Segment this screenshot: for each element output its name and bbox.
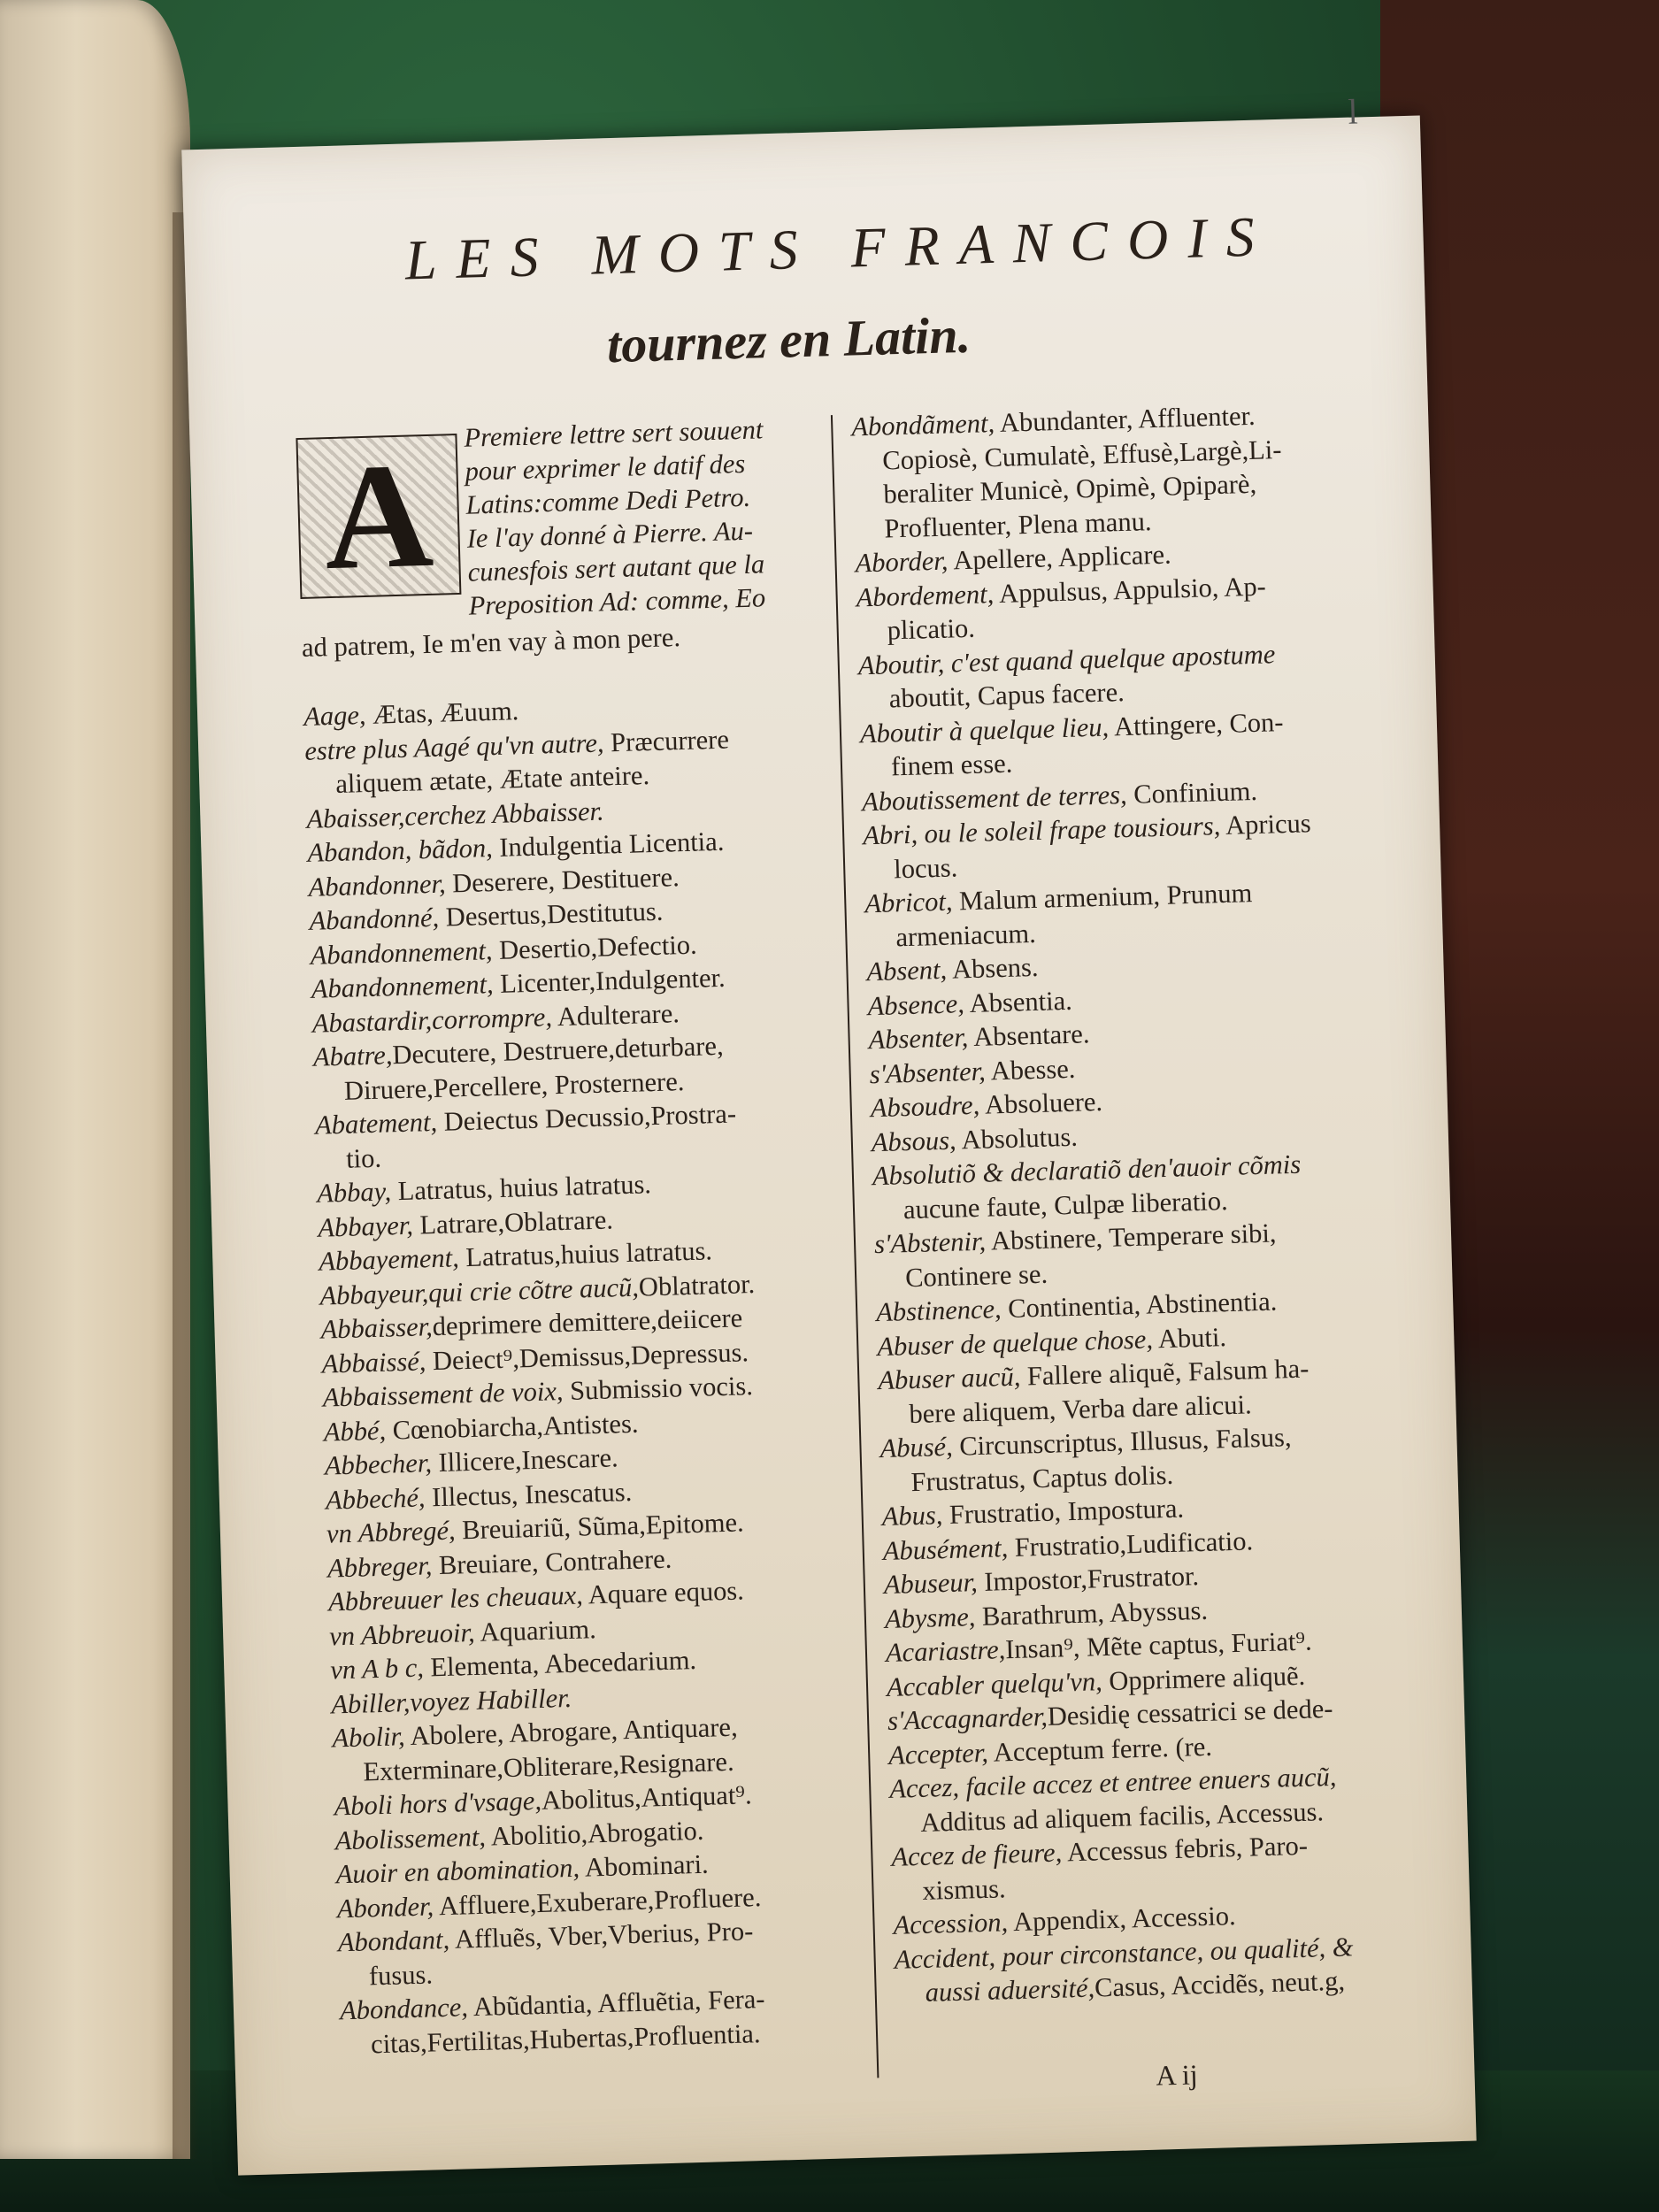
entry-headword: Auoir en abomination, — [335, 1852, 580, 1890]
entry-translation: Frustratus, Captus dolis. — [910, 1459, 1174, 1497]
signature-mark: A ij — [1155, 2058, 1199, 2092]
entry-translation: Illicere,Inescare. — [431, 1442, 619, 1479]
entry-headword: Abbaissement de voix, — [322, 1376, 564, 1413]
entry-headword: Acariastre, — [885, 1634, 1006, 1668]
page-subtitle: tournez en Latin. — [606, 305, 972, 374]
entry-headword: Abbeché, — [325, 1481, 426, 1516]
entry-translation: Indulgentia Licentia. — [492, 826, 725, 864]
entry-headword: Abaisser,cerchez Abbaisser. — [305, 795, 605, 834]
entry-headword: Abuser de quelque chose, — [876, 1323, 1154, 1362]
entry-headword: Abuser aucũ, — [877, 1361, 1021, 1396]
entry-headword: Absenter, — [868, 1022, 969, 1056]
entry-headword: Abbayement, — [318, 1242, 460, 1277]
entry-headword: Absolutiõ & declaratiõ den'auoir cõmis — [872, 1148, 1302, 1192]
entry-translation: Latratus,huius latratus. — [458, 1235, 713, 1273]
entry-translation: beraliter Municè, Opimè, Opiparè, — [882, 468, 1257, 510]
entry-headword: Aboutissement de terres, — [861, 779, 1128, 817]
entry-headword: Absence, — [867, 987, 965, 1021]
intro-line: cunesfois sert autant que la — [467, 549, 765, 588]
entry-headword: s'Accagnarder, — [887, 1701, 1048, 1736]
intro-line: pour exprimer le datif des — [465, 448, 746, 487]
entry-translation: locus. — [893, 851, 958, 884]
entry-translation: Copiosè, Cumulatè, Effusè,Largè,Li- — [881, 434, 1282, 476]
entry-translation: Affluere,Exuberare,Profluere. — [433, 1881, 762, 1921]
entry-translation: Deiect⁹,Demissus,Depressus. — [425, 1336, 749, 1376]
entry-translation: Elementa, Abecedarium. — [423, 1644, 697, 1683]
entry-translation: plicatio. — [887, 612, 976, 646]
entry-translation: bere aliquem, Verba dare alicui. — [908, 1388, 1253, 1429]
entry-translation: Latrare,Oblatrare. — [412, 1203, 614, 1240]
entry-headword: Abri, ou le soleil frape tousiours, — [862, 810, 1221, 851]
entry-headword: Accabler quelqu'vn, — [886, 1665, 1103, 1702]
entry-translation: Continentia, Abstinentia. — [1001, 1286, 1278, 1325]
entry-translation: Abundanter, Affluenter. — [994, 400, 1256, 439]
entry-translation: Cœnobiarcha,Antistes. — [385, 1408, 639, 1446]
entry-headword: vn Abbreuoir, — [328, 1617, 476, 1652]
right-column — [851, 395, 1453, 2010]
entry-translation: Abolere, Abrogare, Antiquare, — [404, 1711, 739, 1752]
entry-headword: Abandonnement, — [310, 934, 493, 971]
entry-headword: Abysme, — [884, 1601, 976, 1634]
entry-headword: Abondãment, — [850, 408, 995, 442]
entry-translation: Desidię cessatrici se dede- — [1047, 1693, 1333, 1732]
entry-headword: Abolir, — [331, 1721, 406, 1754]
left-entry-list — [303, 685, 864, 2062]
entry-translation: xismus. — [922, 1872, 1007, 1906]
page-title: LES MOTS FRANCOIS — [403, 204, 1275, 292]
entry-translation: Abũdantia, Affluẽtia, Fera- — [467, 1983, 765, 2023]
left-page-edge — [0, 0, 190, 2159]
entry-headword: Abricot, — [864, 886, 953, 919]
entry-headword: Aage, — [303, 699, 366, 732]
entry-headword: Accepter, — [887, 1737, 989, 1770]
entry-translation: aucune faute, Culpæ liberatio. — [902, 1185, 1229, 1225]
entry-headword: Accident, pour circonstance, ou qualité, & — [894, 1931, 1354, 1975]
entry-translation: citas,Fertilitas,Hubertas,Profluentia. — [370, 2017, 761, 2059]
entry-headword: Absent, — [866, 954, 948, 987]
entry-headword: Abolissement, — [334, 1821, 487, 1855]
entry-translation: tio. — [345, 1142, 382, 1174]
entry-translation: Barathrum, Abyssus. — [974, 1594, 1209, 1632]
entry-translation: Affluẽs, Vber,Vberius, Pro- — [449, 1916, 754, 1955]
entry-headword: Abatre, — [312, 1040, 393, 1072]
entry-translation: aliquem ætate, Ætate anteire. — [334, 760, 650, 799]
entry-translation: Ætas, Æuum. — [365, 695, 519, 730]
entry-headword: Abandonné, — [309, 902, 440, 936]
entry-headword: s'Absenter, — [869, 1056, 987, 1089]
entry-headword: Abbay, — [316, 1176, 392, 1209]
entry-translation: Abominari. — [579, 1848, 710, 1883]
entry-headword: Abonder, — [336, 1890, 434, 1924]
entry-translation: Licenter,Indulgenter. — [493, 962, 726, 1000]
entry-translation: Insan⁹, Mẽte captus, Furiat⁹. — [1004, 1625, 1313, 1665]
entry-translation: Abolitio,Abrogatio. — [485, 1815, 704, 1852]
entry-translation: Appendix, Accessio. — [1007, 1901, 1237, 1938]
entry-headword: Abatement, — [314, 1106, 438, 1141]
entry-headword: Abusément, — [882, 1532, 1009, 1566]
entry-headword: estre plus Aagé qu'vn autre, — [303, 726, 604, 766]
entry-headword: Accez de fieure, — [890, 1837, 1063, 1872]
entry-headword: Abbaissé, — [321, 1345, 426, 1379]
entry-translation: Absoluere. — [979, 1086, 1103, 1120]
entry-headword: Aboli hors d'vsage, — [334, 1785, 542, 1822]
entry-headword: Abiller,voyez Habiller. — [330, 1682, 572, 1720]
entry-translation: fusus. — [368, 1958, 434, 1991]
intro-line: Preposition Ad: comme, Eo — [468, 582, 766, 621]
entry-headword: Abondance, — [339, 1992, 469, 2026]
entry-headword: Abstinence, — [875, 1294, 1002, 1328]
entry-headword: Abastardir,corrompre, — [311, 1001, 553, 1039]
entry-translation: Deserere, Destituere. — [445, 861, 680, 899]
entry-translation: Aquarium. — [474, 1613, 597, 1647]
intro-line: ad patrem, Ie m'en vay à mon pere. — [301, 622, 681, 663]
entry-translation: Absolutus. — [956, 1121, 1079, 1156]
entry-translation: finem esse. — [890, 748, 1013, 782]
entry-headword: Abus, — [881, 1500, 943, 1532]
decorated-initial-letter: A — [296, 434, 461, 599]
entry-headword: Abbayer, — [317, 1210, 414, 1243]
entry-headword: vn A b c, — [329, 1652, 425, 1686]
entry-headword: s'Abstenir, — [873, 1225, 987, 1260]
entry-translation: Deiectus Decussio,Prostra- — [436, 1098, 737, 1137]
entry-translation: Additus ad aliquem facilis, Accessus. — [919, 1795, 1325, 1838]
entry-translation: Breuiare, Contrahere. — [431, 1543, 672, 1580]
entry-translation: deprimere demittere,deiicere — [432, 1302, 743, 1342]
entry-headword: Abusé, — [879, 1431, 954, 1464]
entry-translation: Illectus, Inescatus. — [425, 1476, 633, 1512]
entry-headword: Abandon, bãdon, — [307, 833, 494, 868]
entry-translation: Circunscriptus, Illusus, Falsus, — [952, 1422, 1292, 1462]
entry-headword: Abbreuuer les cheuaux, — [327, 1579, 584, 1617]
entry-translation: Desertio,Defectio. — [492, 929, 698, 965]
entry-translation: Abstinere, Temperare sibi, — [985, 1217, 1277, 1256]
entry-translation: Casus, Accidẽs, neut.g, — [1094, 1965, 1346, 2003]
entry-translation: Desertus,Destitutus. — [438, 895, 664, 933]
entry-translation: Impostor,Frustrator. — [977, 1561, 1200, 1598]
entry-translation: Submissio vocis. — [563, 1371, 754, 1407]
intro-line: Ie l'ay donné à Pierre. Au- — [466, 515, 754, 554]
entry-translation: Exterminare,Obliterare,Resignare. — [363, 1746, 735, 1787]
entry-headword: Accession, — [893, 1907, 1009, 1940]
entry-headword: Aborder, — [855, 545, 949, 579]
entry-translation: Frustratio,Ludificatio. — [1007, 1525, 1254, 1563]
entry-translation: Apricus — [1219, 808, 1312, 841]
entry-headword: Abbecher, — [324, 1448, 433, 1481]
left-column — [296, 411, 863, 2062]
entry-headword: Abbayeur,qui crie cõtre aucũ, — [319, 1271, 640, 1311]
entry-translation: Frustratio, Impostura. — [941, 1493, 1185, 1531]
entry-headword: Accez, facile accez et entree enuers aucũ, — [888, 1761, 1337, 1804]
entry-translation: Abuti. — [1152, 1321, 1227, 1354]
entry-headword: Abbreger, — [326, 1549, 433, 1584]
entry-headword: Absoudre, — [870, 1089, 980, 1124]
entry-translation: Absens. — [946, 951, 1039, 985]
intro-paragraph — [296, 411, 825, 700]
entry-translation: Decutere, Destruere,deturbare, — [391, 1030, 725, 1071]
right-entry-list — [851, 395, 1453, 2010]
entry-translation: Aquare equos. — [582, 1575, 745, 1610]
entry-headword: Absous, — [871, 1125, 957, 1157]
entry-headword: Abbaisser, — [320, 1311, 434, 1345]
entry-headword: aussi aduersité, — [925, 1972, 1095, 2008]
entry-translation: aboutit, Capus facere. — [888, 677, 1125, 714]
corner-mark: l — [1347, 91, 1359, 132]
entry-headword: Abordement, — [856, 578, 995, 612]
entry-translation: Absentia. — [964, 985, 1073, 1018]
entry-translation: Opprimere aliquẽ. — [1102, 1660, 1306, 1696]
entry-translation: Fallere aliquẽ, Falsum ha- — [1019, 1353, 1310, 1392]
entry-translation: Confinium. — [1126, 775, 1258, 810]
entry-headword: Aboutir, c'est quand quelque apostume — [857, 638, 1276, 680]
entry-translation: Diruere,Percellere, Prosternere. — [343, 1065, 685, 1106]
entry-translation: Profluenter, Plena manu. — [884, 505, 1152, 544]
entry-translation: Latratus, huius latratus. — [390, 1169, 652, 1207]
entry-translation: Apellere, Applicare. — [947, 539, 1172, 576]
entry-translation: Malum armenium, Prunum — [951, 878, 1253, 917]
entry-translation: Præcurrere — [603, 724, 730, 757]
entry-headword: vn Abbregé, — [326, 1515, 457, 1549]
entry-headword: Abandonner, — [308, 868, 447, 902]
entry-translation: Absentare. — [967, 1018, 1090, 1053]
entry-translation: armeniacum. — [895, 918, 1037, 952]
entry-translation: Abolitus,Antiquat⁹. — [541, 1779, 753, 1816]
entry-translation: Attingere, Con- — [1108, 706, 1284, 742]
entry-headword: Abandonnement, — [311, 969, 495, 1004]
entry-translation: Adulterare. — [551, 997, 680, 1032]
entry-translation: Abesse. — [985, 1053, 1076, 1087]
entry-translation: Appulsus, Appulsio, Ap- — [993, 571, 1267, 609]
book-page — [181, 91, 1476, 2175]
entry-translation: Continere se. — [904, 1258, 1048, 1293]
entry-translation: Oblatrator. — [638, 1268, 756, 1302]
entry-headword: Abbé, — [323, 1415, 387, 1448]
entry-headword: Abondant, — [337, 1924, 450, 1958]
entry-translation: Accessus febris, Paro- — [1061, 1830, 1309, 1868]
entry-headword: Abuseur, — [883, 1567, 979, 1601]
intro-line: Premiere lettre sert souuent — [464, 414, 764, 453]
entry-translation: Breuiariũ, Sũma,Epitome. — [455, 1507, 745, 1546]
entry-headword: Aboutir à quelque lieu, — [859, 711, 1110, 749]
intro-line: Latins:comme Dedi Petro. — [465, 481, 751, 520]
entry-translation: Acceptum ferre. (re. — [987, 1731, 1213, 1768]
